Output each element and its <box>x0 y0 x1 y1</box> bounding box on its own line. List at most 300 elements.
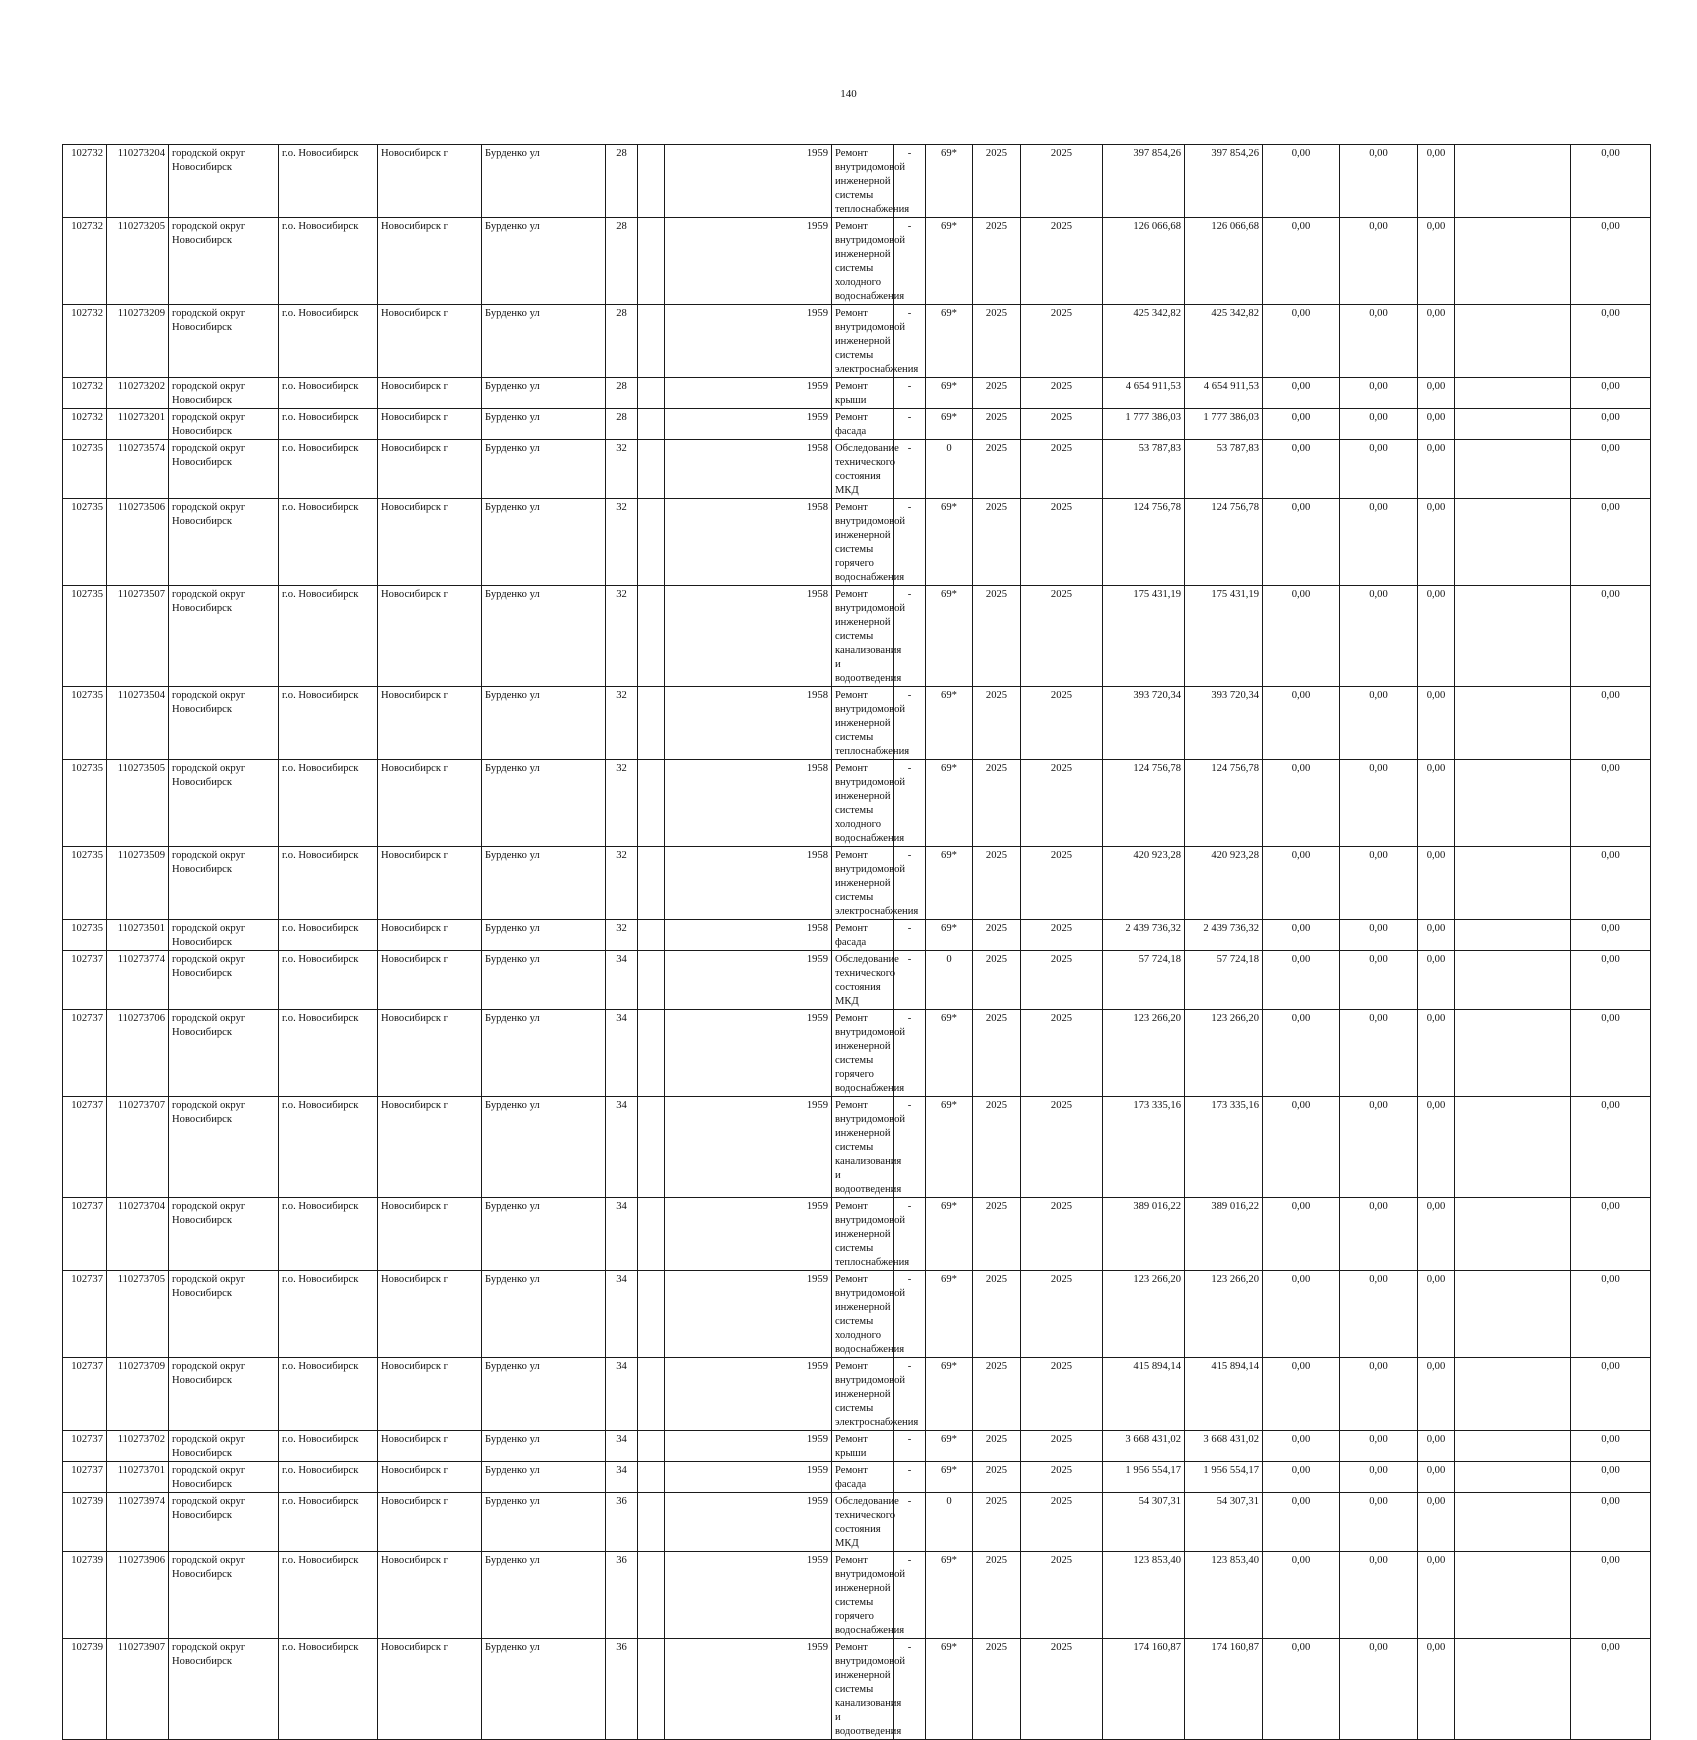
year-to-cell: 2025 <box>1021 1010 1103 1097</box>
amount-cell: 0,00 <box>1340 1493 1418 1552</box>
municipality-cell: г.о. Новосибирск <box>279 145 378 218</box>
amount-cell: 0,00 <box>1571 145 1651 218</box>
blank-cell <box>1455 145 1571 218</box>
district-cell: городской округ Новосибирск <box>169 687 279 760</box>
build-year-cell: 1959 <box>665 1462 832 1493</box>
city-cell: Новосибирск г <box>378 1639 482 1740</box>
year-to-cell: 2025 <box>1021 760 1103 847</box>
dash-cell: - <box>894 1552 926 1639</box>
id-cell: 110273774 <box>107 951 169 1010</box>
amount-cell: 0,00 <box>1418 847 1455 920</box>
city-cell: Новосибирск г <box>378 499 482 586</box>
amount-cell: 0,00 <box>1340 145 1418 218</box>
city-cell: Новосибирск г <box>378 378 482 409</box>
street-cell: Бурденко ул <box>482 145 606 218</box>
amount-cell: 0,00 <box>1418 1493 1455 1552</box>
blank-cell <box>1455 687 1571 760</box>
code-cell: 102739 <box>63 1639 107 1740</box>
blank-cell <box>638 847 665 920</box>
district-cell: городской округ Новосибирск <box>169 145 279 218</box>
fund-cost-cell: 2 439 736,32 <box>1185 920 1263 951</box>
city-cell: Новосибирск г <box>378 1493 482 1552</box>
amount-cell: 0,00 <box>1340 1552 1418 1639</box>
wear-cell: 69* <box>926 586 973 687</box>
city-cell: Новосибирск г <box>378 760 482 847</box>
fund-cost-cell: 174 160,87 <box>1185 1639 1263 1740</box>
table-row <box>63 305 1651 378</box>
blank-cell <box>638 586 665 687</box>
wear-cell: 69* <box>926 499 973 586</box>
city-cell: Новосибирск г <box>378 1358 482 1431</box>
blank-cell <box>638 1358 665 1431</box>
year-to-cell: 2025 <box>1021 1097 1103 1198</box>
table-row <box>63 1010 1651 1097</box>
blank-cell <box>638 1010 665 1097</box>
fund-cost-cell: 123 266,20 <box>1185 1271 1263 1358</box>
amount-cell: 0,00 <box>1418 1431 1455 1462</box>
amount-cell: 0,00 <box>1571 440 1651 499</box>
fund-cost-cell: 3 668 431,02 <box>1185 1431 1263 1462</box>
amount-cell: 0,00 <box>1418 951 1455 1010</box>
build-year-cell: 1959 <box>665 1493 832 1552</box>
amount-cell: 0,00 <box>1340 1198 1418 1271</box>
amount-cell: 0,00 <box>1340 1097 1418 1198</box>
year-to-cell: 2025 <box>1021 1639 1103 1740</box>
blank-cell <box>638 305 665 378</box>
district-cell: городской округ Новосибирск <box>169 920 279 951</box>
total-cost-cell: 173 335,16 <box>1103 1097 1185 1198</box>
amount-cell: 0,00 <box>1340 378 1418 409</box>
id-cell: 110273707 <box>107 1097 169 1198</box>
code-cell: 102735 <box>63 440 107 499</box>
blank-cell <box>1455 951 1571 1010</box>
amount-cell: 0,00 <box>1340 1271 1418 1358</box>
year-from-cell: 2025 <box>973 440 1021 499</box>
amount-cell: 0,00 <box>1263 1493 1340 1552</box>
work-type-cell: Ремонт внутридомовой инженерной системы теплоснабжения <box>832 1198 894 1271</box>
amount-cell: 0,00 <box>1340 847 1418 920</box>
house-number-cell: 34 <box>606 1431 638 1462</box>
total-cost-cell: 53 787,83 <box>1103 440 1185 499</box>
street-cell: Бурденко ул <box>482 1493 606 1552</box>
wear-cell: 0 <box>926 1493 973 1552</box>
id-cell: 110273705 <box>107 1271 169 1358</box>
wear-cell: 69* <box>926 145 973 218</box>
wear-cell: 0 <box>926 951 973 1010</box>
wear-cell: 69* <box>926 1462 973 1493</box>
street-cell: Бурденко ул <box>482 305 606 378</box>
city-cell: Новосибирск г <box>378 1431 482 1462</box>
wear-cell: 69* <box>926 1358 973 1431</box>
id-cell: 110273701 <box>107 1462 169 1493</box>
amount-cell: 0,00 <box>1263 760 1340 847</box>
amount-cell: 0,00 <box>1340 305 1418 378</box>
amount-cell: 0,00 <box>1263 145 1340 218</box>
amount-cell: 0,00 <box>1418 760 1455 847</box>
amount-cell: 0,00 <box>1263 1271 1340 1358</box>
blank-cell <box>638 1552 665 1639</box>
city-cell: Новосибирск г <box>378 586 482 687</box>
house-number-cell: 34 <box>606 1097 638 1198</box>
house-number-cell: 28 <box>606 218 638 305</box>
year-from-cell: 2025 <box>973 1462 1021 1493</box>
blank-cell <box>1455 440 1571 499</box>
code-cell: 102735 <box>63 499 107 586</box>
year-to-cell: 2025 <box>1021 499 1103 586</box>
amount-cell: 0,00 <box>1418 1198 1455 1271</box>
table-row <box>63 951 1651 1010</box>
build-year-cell: 1959 <box>665 145 832 218</box>
table-row <box>63 378 1651 409</box>
id-cell: 110273501 <box>107 920 169 951</box>
code-cell: 102739 <box>63 1552 107 1639</box>
id-cell: 110273201 <box>107 409 169 440</box>
id-cell: 110273704 <box>107 1198 169 1271</box>
blank-cell <box>1455 586 1571 687</box>
street-cell: Бурденко ул <box>482 1097 606 1198</box>
total-cost-cell: 1 777 386,03 <box>1103 409 1185 440</box>
amount-cell: 0,00 <box>1418 1271 1455 1358</box>
fund-cost-cell: 175 431,19 <box>1185 586 1263 687</box>
district-cell: городской округ Новосибирск <box>169 499 279 586</box>
year-to-cell: 2025 <box>1021 1552 1103 1639</box>
work-type-cell: Ремонт внутридомовой инженерной системы горячего водоснабжения <box>832 1552 894 1639</box>
amount-cell: 0,00 <box>1571 1493 1651 1552</box>
total-cost-cell: 4 654 911,53 <box>1103 378 1185 409</box>
work-type-cell: Ремонт внутридомовой инженерной системы канализования и водоотведения <box>832 1639 894 1740</box>
total-cost-cell: 174 160,87 <box>1103 1639 1185 1740</box>
wear-cell: 69* <box>926 1010 973 1097</box>
municipality-cell: г.о. Новосибирск <box>279 1493 378 1552</box>
code-cell: 102737 <box>63 1198 107 1271</box>
wear-cell: 69* <box>926 1552 973 1639</box>
amount-cell: 0,00 <box>1418 1552 1455 1639</box>
year-from-cell: 2025 <box>973 378 1021 409</box>
house-number-cell: 32 <box>606 440 638 499</box>
municipality-cell: г.о. Новосибирск <box>279 1097 378 1198</box>
blank-cell <box>1455 1358 1571 1431</box>
municipality-cell: г.о. Новосибирск <box>279 1358 378 1431</box>
street-cell: Бурденко ул <box>482 920 606 951</box>
blank-cell <box>638 1198 665 1271</box>
house-number-cell: 36 <box>606 1639 638 1740</box>
year-from-cell: 2025 <box>973 1358 1021 1431</box>
code-cell: 102737 <box>63 1358 107 1431</box>
work-type-cell: Ремонт внутридомовой инженерной системы теплоснабжения <box>832 687 894 760</box>
code-cell: 102732 <box>63 378 107 409</box>
total-cost-cell: 126 066,68 <box>1103 218 1185 305</box>
municipality-cell: г.о. Новосибирск <box>279 847 378 920</box>
work-type-cell: Обследование технического состояния МКД <box>832 1493 894 1552</box>
amount-cell: 0,00 <box>1418 687 1455 760</box>
table-row <box>63 760 1651 847</box>
street-cell: Бурденко ул <box>482 760 606 847</box>
amount-cell: 0,00 <box>1340 1431 1418 1462</box>
year-to-cell: 2025 <box>1021 440 1103 499</box>
blank-cell <box>638 920 665 951</box>
dash-cell: - <box>894 1010 926 1097</box>
year-to-cell: 2025 <box>1021 378 1103 409</box>
city-cell: Новосибирск г <box>378 409 482 440</box>
city-cell: Новосибирск г <box>378 951 482 1010</box>
id-cell: 110273505 <box>107 760 169 847</box>
street-cell: Бурденко ул <box>482 409 606 440</box>
code-cell: 102732 <box>63 145 107 218</box>
blank-cell <box>638 760 665 847</box>
build-year-cell: 1958 <box>665 499 832 586</box>
amount-cell: 0,00 <box>1418 1462 1455 1493</box>
street-cell: Бурденко ул <box>482 1462 606 1493</box>
work-type-cell: Ремонт внутридомовой инженерной системы электроснабжения <box>832 305 894 378</box>
amount-cell: 0,00 <box>1340 1462 1418 1493</box>
fund-cost-cell: 425 342,82 <box>1185 305 1263 378</box>
amount-cell: 0,00 <box>1340 760 1418 847</box>
fund-cost-cell: 420 923,28 <box>1185 847 1263 920</box>
work-type-cell: Ремонт внутридомовой инженерной системы канализования и водоотведения <box>832 586 894 687</box>
work-type-cell: Ремонт внутридомовой инженерной системы холодного водоснабжения <box>832 218 894 305</box>
table-row <box>63 1097 1651 1198</box>
blank-cell <box>638 1462 665 1493</box>
street-cell: Бурденко ул <box>482 1271 606 1358</box>
code-cell: 102737 <box>63 1462 107 1493</box>
dash-cell: - <box>894 305 926 378</box>
dash-cell: - <box>894 1358 926 1431</box>
build-year-cell: 1959 <box>665 1639 832 1740</box>
amount-cell: 0,00 <box>1340 409 1418 440</box>
work-type-cell: Ремонт фасада <box>832 920 894 951</box>
district-cell: городской округ Новосибирск <box>169 847 279 920</box>
year-to-cell: 2025 <box>1021 1431 1103 1462</box>
street-cell: Бурденко ул <box>482 1010 606 1097</box>
blank-cell <box>1455 1010 1571 1097</box>
fund-cost-cell: 173 335,16 <box>1185 1097 1263 1198</box>
dash-cell: - <box>894 1097 926 1198</box>
house-number-cell: 36 <box>606 1552 638 1639</box>
total-cost-cell: 57 724,18 <box>1103 951 1185 1010</box>
amount-cell: 0,00 <box>1571 1010 1651 1097</box>
amount-cell: 0,00 <box>1571 1271 1651 1358</box>
blank-cell <box>1455 1639 1571 1740</box>
amount-cell: 0,00 <box>1418 920 1455 951</box>
municipality-cell: г.о. Новосибирск <box>279 1639 378 1740</box>
street-cell: Бурденко ул <box>482 586 606 687</box>
dash-cell: - <box>894 1462 926 1493</box>
total-cost-cell: 393 720,34 <box>1103 687 1185 760</box>
id-cell: 110273974 <box>107 1493 169 1552</box>
house-number-cell: 32 <box>606 760 638 847</box>
amount-cell: 0,00 <box>1571 847 1651 920</box>
build-year-cell: 1958 <box>665 586 832 687</box>
blank-cell <box>638 378 665 409</box>
district-cell: городской округ Новосибирск <box>169 305 279 378</box>
build-year-cell: 1959 <box>665 1097 832 1198</box>
district-cell: городской округ Новосибирск <box>169 1358 279 1431</box>
code-cell: 102737 <box>63 951 107 1010</box>
amount-cell: 0,00 <box>1418 1097 1455 1198</box>
work-type-cell: Обследование технического состояния МКД <box>832 951 894 1010</box>
house-number-cell: 34 <box>606 1010 638 1097</box>
district-cell: городской округ Новосибирск <box>169 440 279 499</box>
house-number-cell: 28 <box>606 305 638 378</box>
amount-cell: 0,00 <box>1263 920 1340 951</box>
year-from-cell: 2025 <box>973 1639 1021 1740</box>
build-year-cell: 1959 <box>665 378 832 409</box>
build-year-cell: 1958 <box>665 687 832 760</box>
amount-cell: 0,00 <box>1571 305 1651 378</box>
year-from-cell: 2025 <box>973 920 1021 951</box>
district-cell: городской округ Новосибирск <box>169 1198 279 1271</box>
code-cell: 102735 <box>63 760 107 847</box>
blank-cell <box>1455 1552 1571 1639</box>
build-year-cell: 1959 <box>665 951 832 1010</box>
build-year-cell: 1959 <box>665 218 832 305</box>
year-from-cell: 2025 <box>973 847 1021 920</box>
street-cell: Бурденко ул <box>482 951 606 1010</box>
dash-cell: - <box>894 951 926 1010</box>
wear-cell: 69* <box>926 1639 973 1740</box>
district-cell: городской округ Новосибирск <box>169 1493 279 1552</box>
work-type-cell: Ремонт внутридомовой инженерной системы канализования и водоотведения <box>832 1097 894 1198</box>
table-row <box>63 586 1651 687</box>
total-cost-cell: 425 342,82 <box>1103 305 1185 378</box>
fund-cost-cell: 389 016,22 <box>1185 1198 1263 1271</box>
house-number-cell: 34 <box>606 1358 638 1431</box>
fund-cost-cell: 1 956 554,17 <box>1185 1462 1263 1493</box>
work-type-cell: Ремонт внутридомовой инженерной системы горячего водоснабжения <box>832 1010 894 1097</box>
district-cell: городской округ Новосибирск <box>169 1097 279 1198</box>
municipality-cell: г.о. Новосибирск <box>279 1462 378 1493</box>
work-type-cell: Ремонт внутридомовой инженерной системы холодного водоснабжения <box>832 760 894 847</box>
dash-cell: - <box>894 1198 926 1271</box>
table-row <box>63 1639 1651 1740</box>
dash-cell: - <box>894 586 926 687</box>
city-cell: Новосибирск г <box>378 847 482 920</box>
house-number-cell: 32 <box>606 847 638 920</box>
amount-cell: 0,00 <box>1263 305 1340 378</box>
table-row <box>63 1198 1651 1271</box>
work-type-cell: Ремонт фасада <box>832 1462 894 1493</box>
code-cell: 102739 <box>63 1493 107 1552</box>
street-cell: Бурденко ул <box>482 499 606 586</box>
code-cell: 102737 <box>63 1097 107 1198</box>
amount-cell: 0,00 <box>1263 1552 1340 1639</box>
year-from-cell: 2025 <box>973 1493 1021 1552</box>
id-cell: 110273509 <box>107 847 169 920</box>
municipality-cell: г.о. Новосибирск <box>279 951 378 1010</box>
district-cell: городской округ Новосибирск <box>169 586 279 687</box>
house-number-cell: 28 <box>606 378 638 409</box>
total-cost-cell: 54 307,31 <box>1103 1493 1185 1552</box>
wear-cell: 0 <box>926 440 973 499</box>
street-cell: Бурденко ул <box>482 440 606 499</box>
year-to-cell: 2025 <box>1021 305 1103 378</box>
blank-cell <box>1455 1462 1571 1493</box>
total-cost-cell: 124 756,78 <box>1103 760 1185 847</box>
blank-cell <box>1455 760 1571 847</box>
amount-cell: 0,00 <box>1263 378 1340 409</box>
amount-cell: 0,00 <box>1340 440 1418 499</box>
work-type-cell: Ремонт внутридомовой инженерной системы холодного водоснабжения <box>832 1271 894 1358</box>
dash-cell: - <box>894 145 926 218</box>
wear-cell: 69* <box>926 1198 973 1271</box>
blank-cell <box>638 1271 665 1358</box>
house-number-cell: 34 <box>606 951 638 1010</box>
code-cell: 102735 <box>63 687 107 760</box>
code-cell: 102735 <box>63 920 107 951</box>
amount-cell: 0,00 <box>1418 378 1455 409</box>
amount-cell: 0,00 <box>1571 687 1651 760</box>
build-year-cell: 1959 <box>665 1010 832 1097</box>
blank-cell <box>638 1493 665 1552</box>
city-cell: Новосибирск г <box>378 687 482 760</box>
blank-cell <box>1455 1493 1571 1552</box>
city-cell: Новосибирск г <box>378 305 482 378</box>
total-cost-cell: 2 439 736,32 <box>1103 920 1185 951</box>
code-cell: 102732 <box>63 409 107 440</box>
wear-cell: 69* <box>926 218 973 305</box>
amount-cell: 0,00 <box>1571 1198 1651 1271</box>
year-from-cell: 2025 <box>973 145 1021 218</box>
dash-cell: - <box>894 378 926 409</box>
amount-cell: 0,00 <box>1263 1358 1340 1431</box>
district-cell: городской округ Новосибирск <box>169 1639 279 1740</box>
fund-cost-cell: 124 756,78 <box>1185 760 1263 847</box>
house-number-cell: 32 <box>606 687 638 760</box>
street-cell: Бурденко ул <box>482 1358 606 1431</box>
city-cell: Новосибирск г <box>378 440 482 499</box>
year-from-cell: 2025 <box>973 1097 1021 1198</box>
table-body <box>63 145 1651 1740</box>
work-type-cell: Ремонт крыши <box>832 1431 894 1462</box>
id-cell: 110273507 <box>107 586 169 687</box>
blank-cell <box>638 687 665 760</box>
amount-cell: 0,00 <box>1340 1010 1418 1097</box>
id-cell: 110273209 <box>107 305 169 378</box>
dash-cell: - <box>894 218 926 305</box>
id-cell: 110273706 <box>107 1010 169 1097</box>
year-to-cell: 2025 <box>1021 145 1103 218</box>
blank-cell <box>1455 305 1571 378</box>
year-to-cell: 2025 <box>1021 847 1103 920</box>
id-cell: 110273574 <box>107 440 169 499</box>
amount-cell: 0,00 <box>1340 920 1418 951</box>
table-row <box>63 1271 1651 1358</box>
work-type-cell: Ремонт внутридомовой инженерной системы электроснабжения <box>832 1358 894 1431</box>
district-cell: городской округ Новосибирск <box>169 409 279 440</box>
city-cell: Новосибирск г <box>378 1010 482 1097</box>
build-year-cell: 1959 <box>665 1271 832 1358</box>
blank-cell <box>1455 499 1571 586</box>
dash-cell: - <box>894 1493 926 1552</box>
blank-cell <box>1455 920 1571 951</box>
house-number-cell: 34 <box>606 1198 638 1271</box>
fund-cost-cell: 53 787,83 <box>1185 440 1263 499</box>
municipality-cell: г.о. Новосибирск <box>279 1198 378 1271</box>
amount-cell: 0,00 <box>1571 409 1651 440</box>
amount-cell: 0,00 <box>1418 1639 1455 1740</box>
house-number-cell: 32 <box>606 920 638 951</box>
blank-cell <box>638 409 665 440</box>
table-row <box>63 1552 1651 1639</box>
street-cell: Бурденко ул <box>482 1431 606 1462</box>
amount-cell: 0,00 <box>1418 409 1455 440</box>
total-cost-cell: 175 431,19 <box>1103 586 1185 687</box>
amount-cell: 0,00 <box>1263 951 1340 1010</box>
amount-cell: 0,00 <box>1263 1462 1340 1493</box>
house-number-cell: 28 <box>606 409 638 440</box>
municipality-cell: г.о. Новосибирск <box>279 499 378 586</box>
year-to-cell: 2025 <box>1021 1462 1103 1493</box>
